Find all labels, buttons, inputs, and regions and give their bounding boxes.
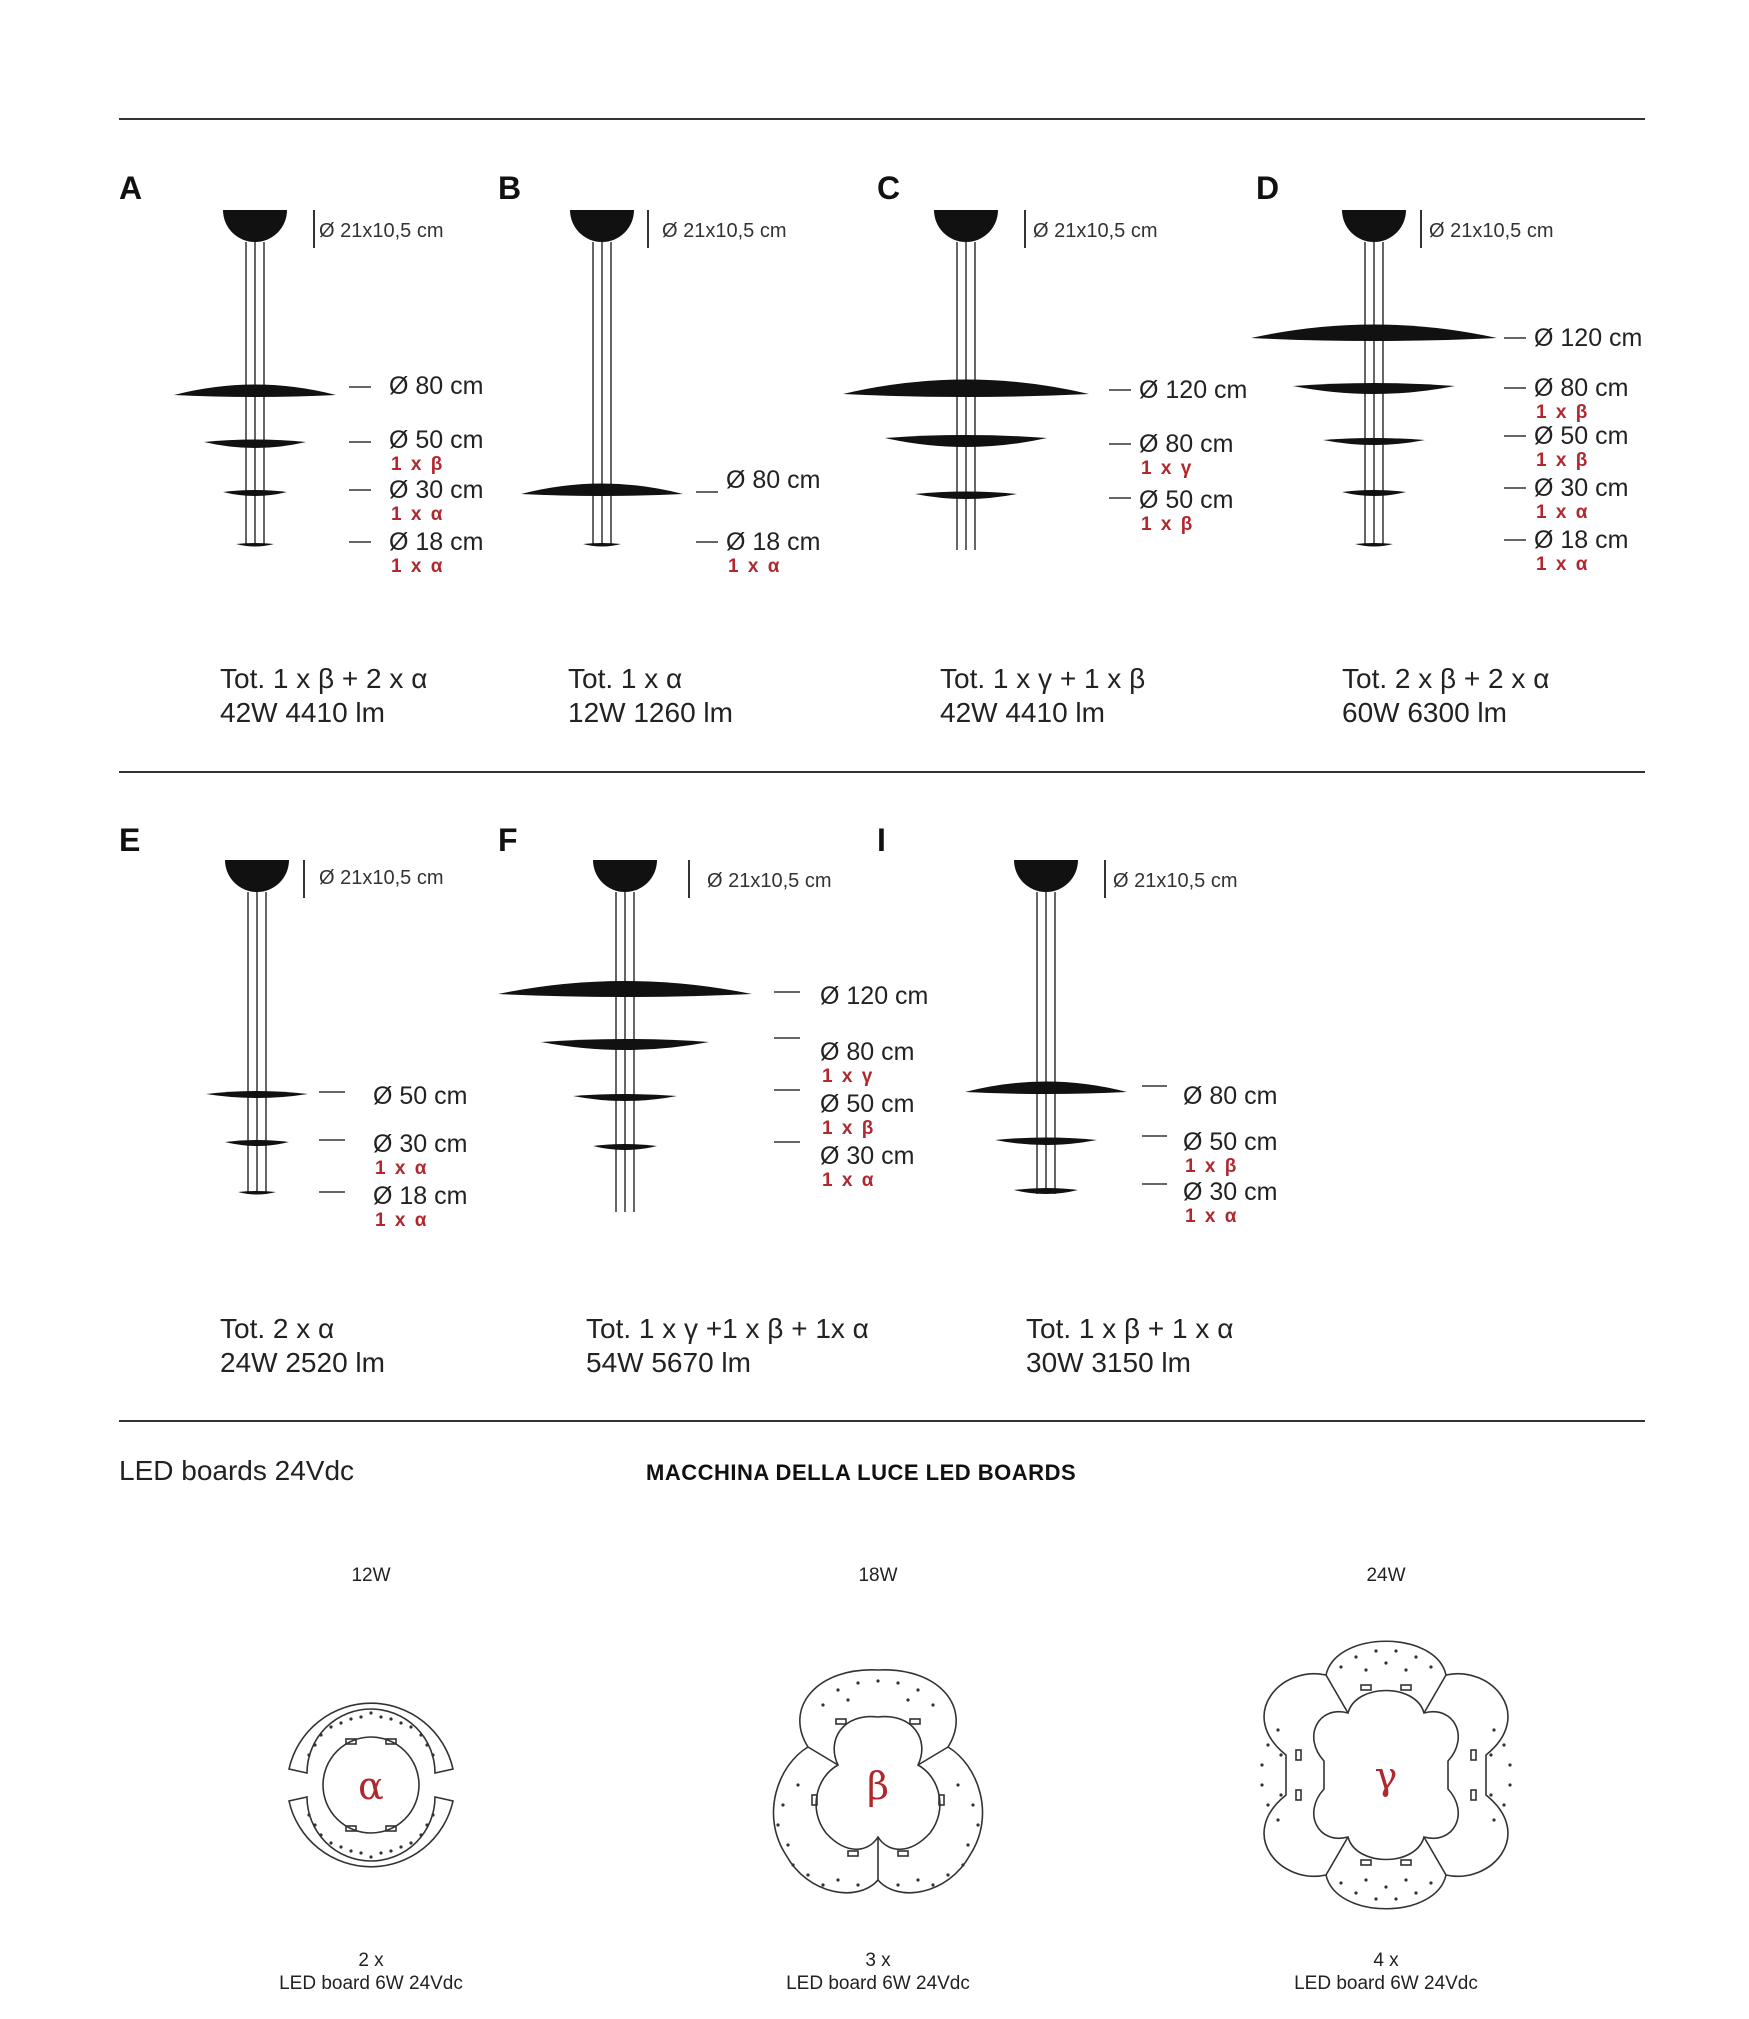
board-description: LED board 6W 24Vdc [1294,1973,1478,1994]
panel-c [877,170,1257,760]
disc-label: Ø 80 cm [820,1038,915,1066]
led-board-alpha [171,1565,571,2005]
panel-a [119,170,499,760]
board-count-label: 1 x α [391,504,445,525]
disc-label: Ø 50 cm [1139,486,1234,514]
canopy-dimension: Ø 21x10,5 cm [1033,220,1158,242]
board-description: LED board 6W 24Vdc [786,1973,970,1994]
board-count: 4 x [1373,1950,1399,1971]
total-power: 42W 4410 lm [940,697,1105,728]
canopy-dimension: Ø 21x10,5 cm [319,220,444,242]
board-symbol: β [867,1764,889,1808]
led-section-heading: MACCHINA DELLA LUCE LED BOARDS [646,1460,1077,1485]
panel-d [1256,170,1643,760]
board-count-label: 1 x α [822,1170,876,1191]
disc-18 [1355,543,1393,547]
disc-80 [174,385,336,398]
canopy-dimension: Ø 21x10,5 cm [1113,870,1238,892]
total-boards: Tot. 1 x γ + 1 x β [940,663,1146,694]
canopy-shape [593,860,657,892]
disc-120 [498,981,752,997]
canopy-dimension: Ø 21x10,5 cm [319,867,444,889]
total-power: 60W 6300 lm [1342,697,1507,728]
led-board-gamma [1186,1565,1586,2005]
board-count-label: 1 x β [1141,514,1195,535]
total-power: 24W 2520 lm [220,1347,385,1378]
disc-label: Ø 30 cm [373,1130,468,1158]
panel-e [119,822,499,1412]
board-count-label: 1 x α [391,556,445,577]
disc-120 [1251,325,1497,342]
disc-30 [593,1144,657,1150]
disc-label: Ø 18 cm [373,1182,468,1210]
disc-50 [915,492,1017,500]
disc-80 [541,1039,709,1050]
total-boards: Tot. 2 x β + 2 x α [1342,663,1550,694]
divider-bottom [119,1420,1645,1422]
total-boards: Tot. 2 x α [220,1313,335,1344]
panel-letter: F [498,822,518,858]
disc-label: Ø 30 cm [820,1142,915,1170]
disc-50 [573,1094,677,1101]
disc-18 [238,1191,276,1195]
total-power: 42W 4410 lm [220,697,385,728]
disc-30 [1014,1188,1078,1194]
canopy-dimension: Ø 21x10,5 cm [707,870,832,892]
disc-label: Ø 18 cm [726,528,821,556]
led-board-beta [678,1565,1078,2005]
disc-label: Ø 50 cm [389,426,484,454]
total-boards: Tot. 1 x α [568,663,683,694]
board-count-label: 1 x α [728,556,782,577]
led-section-title: LED boards 24Vdc [119,1455,355,1486]
disc-label: Ø 30 cm [1183,1178,1278,1206]
canopy-shape [570,210,634,242]
board-count-label: 1 x α [375,1158,429,1179]
board-wattage: 12W [351,1565,391,1586]
panel-letter: D [1256,170,1280,206]
board-count-label: 1 x β [822,1118,876,1139]
disc-label: Ø 80 cm [1183,1082,1278,1110]
led-board-alpha-drawing [171,1625,571,1945]
panel-letter: I [877,822,886,858]
disc-80 [885,435,1047,447]
disc-50 [1323,438,1425,445]
disc-30 [225,1140,289,1146]
total-boards: Tot. 1 x β + 2 x α [220,663,428,694]
board-count-label: 1 x α [1536,554,1590,575]
panel-letter: E [119,822,141,858]
disc-label: Ø 50 cm [1534,422,1629,450]
board-wattage: 18W [858,1565,898,1586]
panel-letter: A [119,170,143,206]
board-count-label: 1 x α [375,1210,429,1231]
panel-b [498,170,878,760]
panel-i [877,822,1278,1412]
disc-label: Ø 30 cm [389,476,484,504]
disc-label: Ø 50 cm [820,1090,915,1118]
board-count: 3 x [865,1950,891,1971]
disc-30 [223,490,287,496]
disc-80 [521,484,683,497]
board-count-label: 1 x α [1185,1206,1239,1227]
disc-50 [206,1091,308,1098]
canopy-shape [1014,860,1078,892]
disc-label: Ø 80 cm [1534,374,1629,402]
board-symbol: γ [1374,1754,1398,1798]
disc-label: Ø 80 cm [389,372,484,400]
total-power: 12W 1260 lm [568,697,733,728]
disc-18 [236,543,274,547]
board-wattage: 24W [1366,1565,1406,1586]
disc-label: Ø 50 cm [373,1082,468,1110]
disc-label: Ø 18 cm [1534,526,1629,554]
canopy-dimension: Ø 21x10,5 cm [1429,220,1554,242]
total-boards: Tot. 1 x γ +1 x β + 1x α [586,1313,869,1344]
canopy-dimension: Ø 21x10,5 cm [662,220,787,242]
disc-label: Ø 30 cm [1534,474,1629,502]
led-board-beta-drawing [678,1625,1078,1945]
disc-label: Ø 120 cm [820,982,929,1010]
panel-letter: B [498,170,522,206]
board-count-label: 1 x α [1536,502,1590,523]
divider-middle [119,771,1645,773]
disc-50 [204,440,306,449]
disc-80 [1293,383,1455,394]
disc-label: Ø 120 cm [1534,324,1643,352]
board-count-label: 1 x γ [1141,458,1194,479]
panel-f [498,822,929,1412]
panel-letter: C [877,170,901,206]
disc-30 [1342,490,1406,496]
board-count-label: 1 x γ [822,1066,875,1087]
disc-label: Ø 18 cm [389,528,484,556]
total-power: 30W 3150 lm [1026,1347,1191,1378]
led-board-gamma-drawing [1186,1625,1586,1945]
disc-50 [995,1138,1097,1146]
board-description: LED board 6W 24Vdc [279,1973,463,1994]
disc-label: Ø 80 cm [1139,430,1234,458]
board-count-label: 1 x β [1536,402,1590,423]
board-count-label: 1 x β [1185,1156,1239,1177]
divider-top [119,118,1645,120]
board-count-label: 1 x β [1536,450,1590,471]
board-count: 2 x [358,1950,384,1971]
disc-80 [965,1082,1127,1095]
canopy-shape [934,210,998,242]
total-boards: Tot. 1 x β + 1 x α [1026,1313,1234,1344]
total-power: 54W 5670 lm [586,1347,751,1378]
disc-label: Ø 50 cm [1183,1128,1278,1156]
disc-120 [843,380,1089,398]
canopy-shape [225,860,289,892]
canopy-shape [223,210,287,242]
disc-label: Ø 120 cm [1139,376,1248,404]
board-count-label: 1 x β [391,454,445,475]
board-symbol: α [358,1764,384,1808]
disc-18 [583,543,621,547]
canopy-shape [1342,210,1406,242]
disc-label: Ø 80 cm [726,466,821,494]
